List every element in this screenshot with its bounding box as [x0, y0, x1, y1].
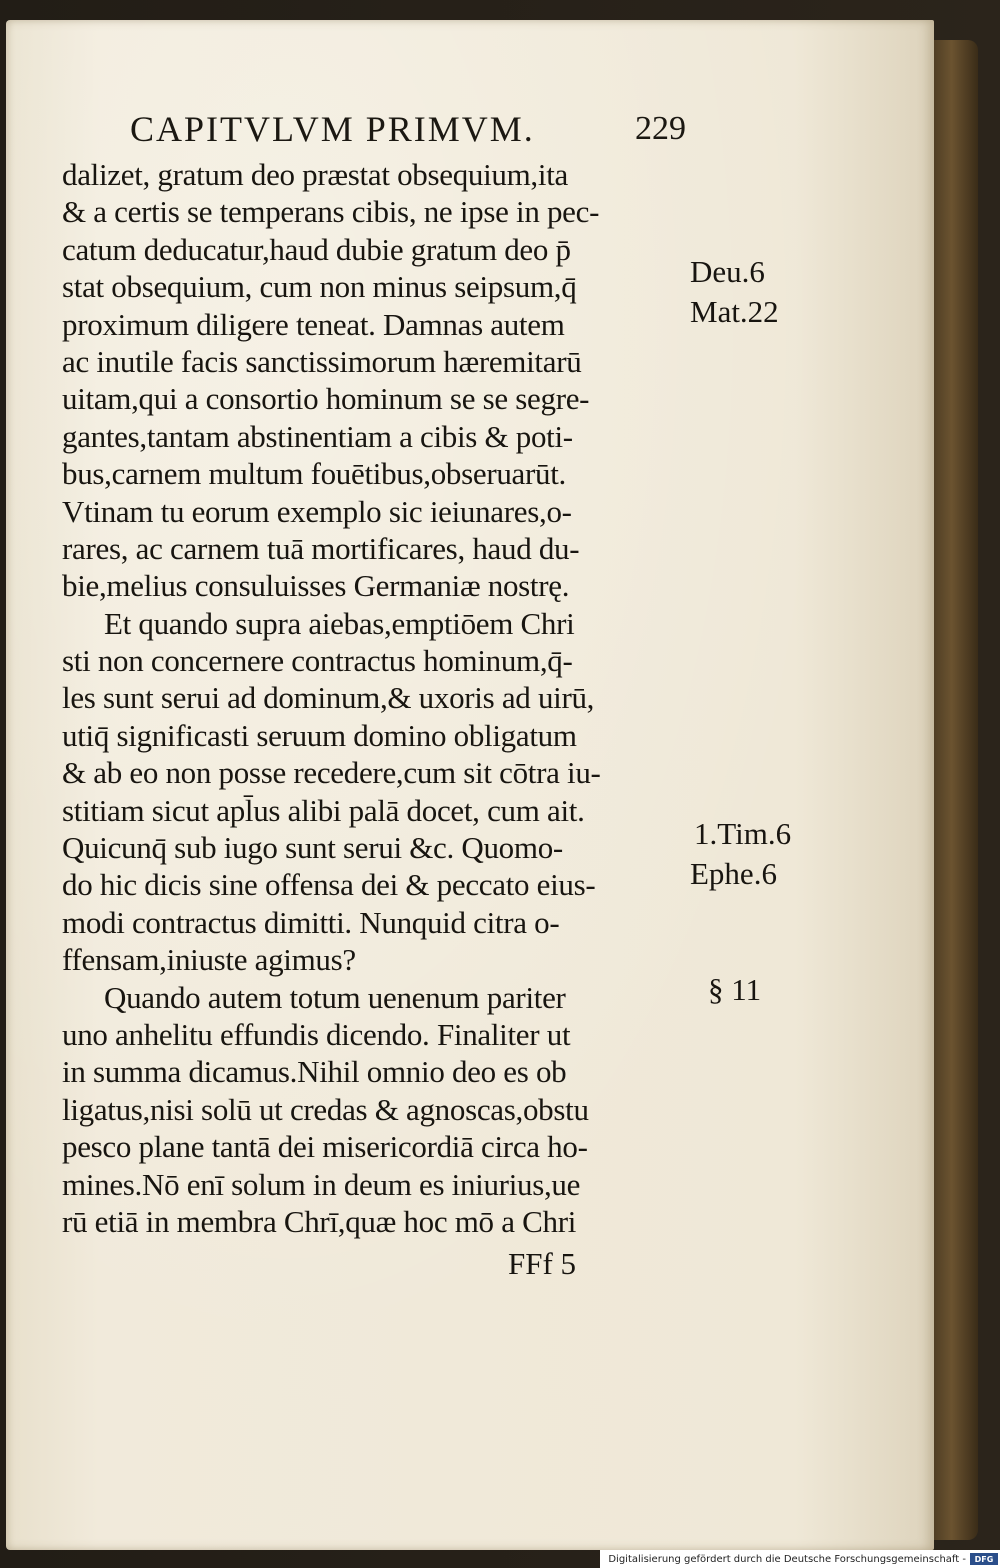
marginal-note: § 11	[708, 972, 762, 1007]
text-line: uitam,qui a consortio hominum se se segre-	[62, 381, 590, 417]
text-line: rares, ac carnem tuā mortificares, haud du-	[62, 530, 580, 566]
text-line: modi contractus dimitti. Nunquid citra o-	[62, 904, 560, 940]
text-line: ffensam,iniuste agimus?	[62, 942, 356, 978]
text-line: proximum diligere teneat. Damnas autem	[62, 306, 565, 342]
running-head	[130, 108, 690, 152]
text-line: stat obsequium, cum non minus seipsum,q̄	[62, 269, 577, 305]
dfg-logo: DFG	[970, 1553, 998, 1565]
text-line: Quando autem totum uenenum pariter	[104, 979, 566, 1015]
marginal-note: Ephe.6	[690, 856, 777, 891]
marginal-note: Mat.22	[690, 294, 779, 329]
marginal-note: Deu.6	[690, 254, 765, 289]
text-line: in summa dicamus.Nihil omnio deo es ob	[62, 1054, 567, 1090]
footer-bar	[600, 1550, 1000, 1568]
text-line: & ab eo non posse recedere,cum sit cōtra iu-	[62, 755, 601, 791]
text-line: bus,carnem multum fouētibus,obseruarūt.	[62, 456, 566, 492]
text-line: stitiam sicut apl̄us alibi palā docet, cum ait.	[62, 792, 585, 828]
text-line: mines.Nō enī solum in deum es iniurius,ue	[62, 1166, 581, 1202]
signature-mark: FFf 5	[508, 1246, 577, 1281]
text-line: ac inutile facis sanctissimorum hæremitarū	[62, 343, 582, 379]
text-line: Et quando supra aiebas,emptiōem Chri	[104, 605, 575, 641]
body-text	[62, 156, 702, 1240]
book-binding-edge	[930, 40, 978, 1540]
text-line: catum deducatur,haud dubie gratum deo p̄	[62, 231, 571, 267]
text-line: Vtinam tu eorum exemplo sic ieiunares,o-	[62, 493, 572, 529]
text-line: Quicunq̄ sub iugo sunt serui &c. Quomo-	[62, 830, 563, 866]
text-line: do hic dicis sine offensa dei & peccato eius-	[62, 867, 596, 903]
text-line: rū etiā in membra Chrī,quæ hoc mō a Chri	[62, 1203, 577, 1239]
text-line: pesco plane tantā dei misericordiā circa ho-	[62, 1129, 588, 1165]
text-line: utiq̄ significasti seruum domino obligatum	[62, 717, 577, 753]
page-number: 229	[635, 110, 686, 147]
footer-credit: Digitalisierung gefördert durch die Deutsche Forschungsgemeinschaft -	[608, 1553, 966, 1565]
text-line: bie,melius consuluisses Germaniæ nostrę.	[62, 568, 570, 604]
text-line: & a certis se temperans cibis, ne ipse in pec-	[62, 194, 600, 230]
text-line: les sunt serui ad dominum,& uxoris ad uirū,	[62, 680, 595, 716]
text-line: ligatus,nisi solū ut credas & agnoscas,obstu	[62, 1091, 589, 1127]
marginal-note: 1.Tim.6	[694, 816, 792, 851]
text-line: sti non concernere contractus hominum,q̄-	[62, 643, 573, 679]
chapter-heading: CAPITVLVM PRIMVM.	[130, 109, 535, 149]
text-line: dalizet, gratum deo præstat obsequium,ita	[62, 157, 568, 192]
text-line: gantes,tantam abstinentiam a cibis & poti-	[62, 418, 573, 454]
text-line: uno anhelitu effundis dicendo. Finaliter ut	[62, 1016, 571, 1052]
